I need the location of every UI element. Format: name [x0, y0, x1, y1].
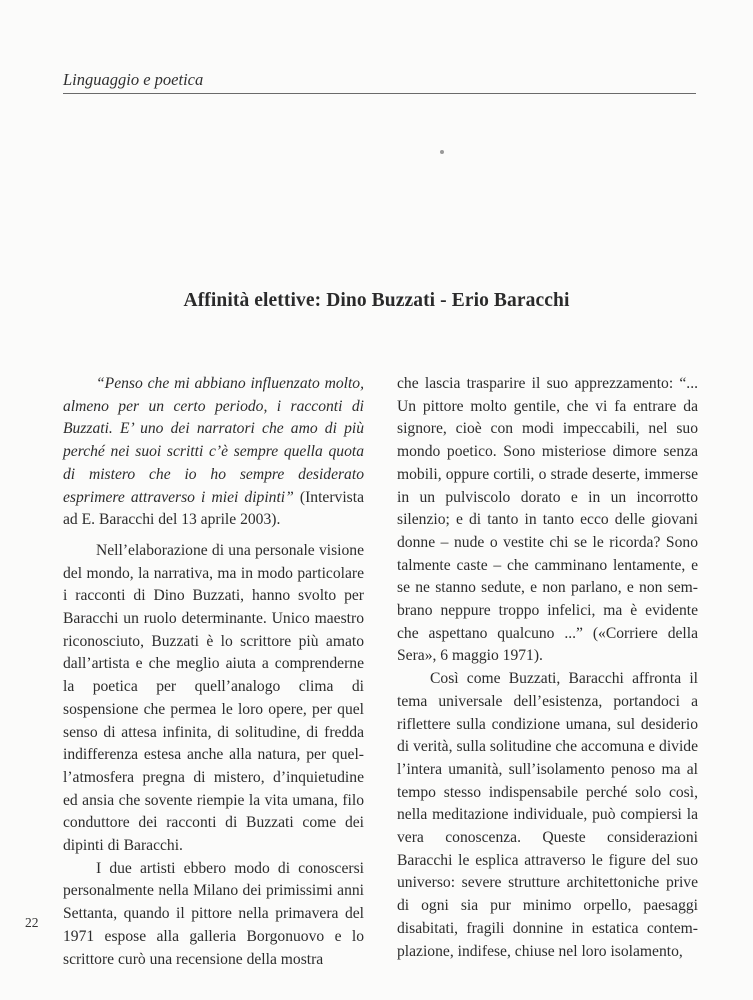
- opening-quote-paragraph: [63, 373, 364, 532]
- header-rule: [63, 93, 696, 94]
- left-column: [63, 373, 364, 971]
- body-paragraph: Così come Buzzati, Baracchi affronta il tema universale dell’esistenza, portandoci a riflettere sulla condizione umana, sul desiderio di verità, sulla solitudine che accomuna e divide l’intera umanità, sull’isolamento penoso ma al tempo stesso indispensabile perché solo così, nella meditazione individuale, può compiersi la vera conoscenza. Queste considerazioni Baracchi le esplica attraverso le figure del suo universo: severe strutture architettoniche prive di ogni sia pur minimo orpello, paesaggi disabitati, fragili donnine in estatica contemplazione, indifese, chiuse nel loro isolamento,: [397, 670, 698, 960]
- running-header: Linguaggio e poetica: [63, 70, 204, 89]
- body-paragraph: I due artisti ebbero modo di conoscersi personalmente nella Milano dei primissimi anni Settanta, quando il pittore nella primavera del 1971 espose alla galleria Borgonuovo e lo scrittore curò una recensione della mostra: [63, 859, 364, 968]
- right-column: [397, 373, 698, 963]
- opening-quote: “Penso che mi abbiano influenzato molto, almeno per un certo periodo, i racconti di Buzzati. E’ uno dei narratori che amo di più perché nei suoi scritti c’è sempre quella quota di mistero che io ho sempre desiderato esprimere attraverso i miei dipinti”: [63, 375, 364, 506]
- page-number: 22: [25, 915, 39, 930]
- body-paragraph: che lascia trasparire il suo apprezzamento: “... Un pittore molto gentile, che vi fa entrare da signore, cioè con modi impeccabili, nel suo mondo poetico. Sono misteriose dimore senza mobili, oppure cortili, o strade deserte, immerse in un pulviscolo dorato e in un incorrotto silenzio; e di tanto in tanto ecco delle giovani donne – nude o vestite chi se le ricorda? Sono talmente caste – che camminano lentamente, e se ne stanno sedute, e non parlano, e non sembrano neppure troppo infelici, ma è evidente che aspettano qualcuno ...” («Corriere della Sera», 6 maggio 1971).: [397, 375, 698, 665]
- body-paragraph: Nell’elaborazione di una personale visione del mondo, la narrativa, ma in modo particolare i racconti di Dino Buzzati, hanno svolto per Baracchi un ruolo determinante. Unico maestro riconosciuto, Buzzati è lo scrittore più amato dall’artista e che meglio aiuta a comprenderne la poetica per quell’analogo clima di sospensione che permea le loro opere, per quel senso di attesa infinita, di solitudine, di fredda indifferenza estesa anche alla natura, per quell’atmosfera pregna di mistero, d’inquietudine ed ansia che sovente riempie la vita umana, filo conduttore dei racconti di Buzzati come dei dipinti di Baracchi.: [63, 541, 364, 855]
- quote-source: (Intervista ad E. Baracchi del 13 aprile 2003).: [63, 488, 364, 529]
- scan-speck: [440, 150, 444, 154]
- article-title: Affinità elettive: Dino Buzzati - Erio Baracchi: [183, 290, 570, 311]
